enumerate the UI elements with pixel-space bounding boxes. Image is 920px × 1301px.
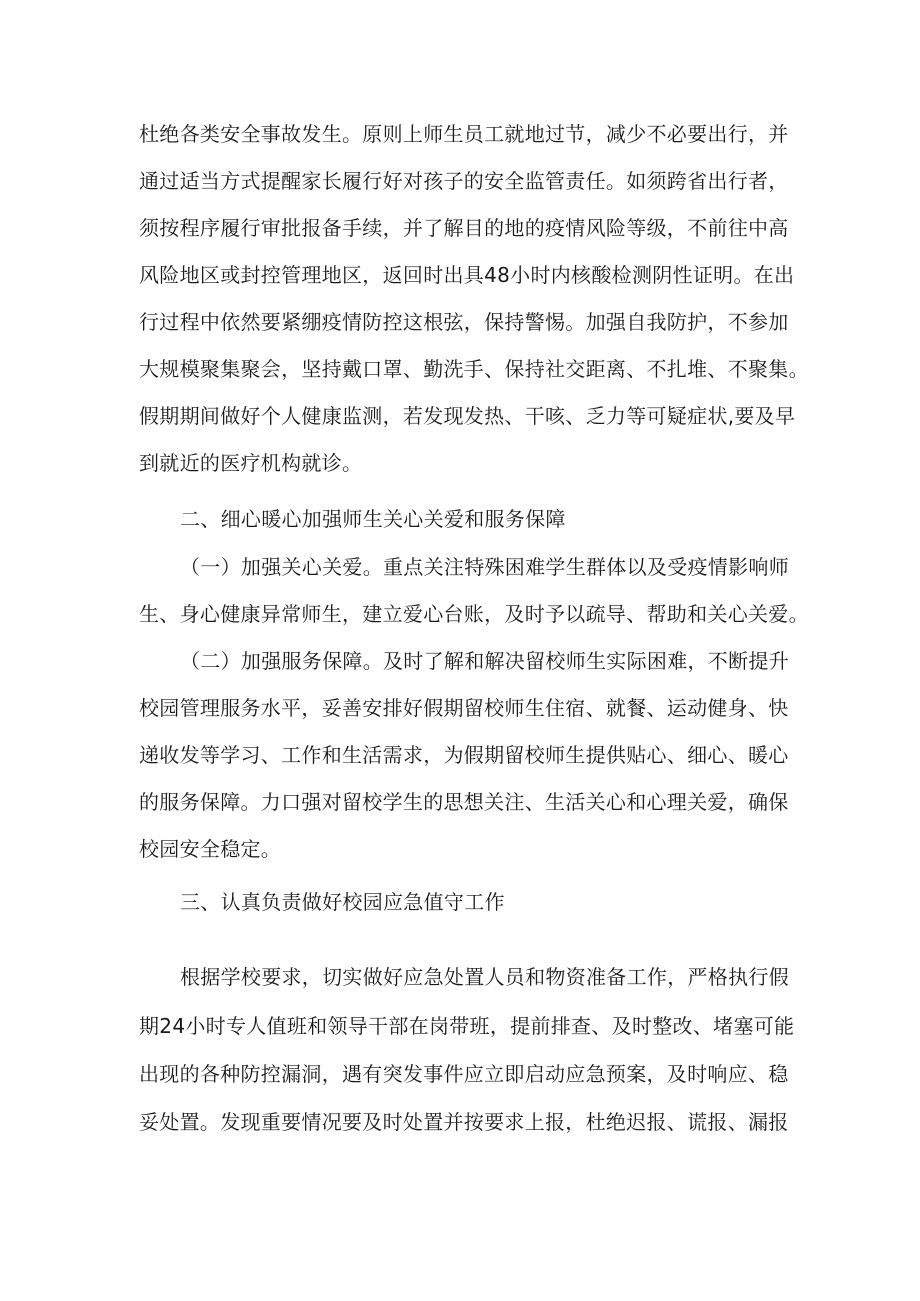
paragraph-line: 根据学校要求，切实做好应急处置人员和物资准备工作，严格执行假: [180, 965, 789, 989]
paragraph-line: 风险地区或封控管理地区，返回时出具48小时内核酸检测阴性证明。在出: [139, 263, 795, 287]
paragraph-line: 出现的各种防控漏洞，遇有突发事件应立即启动应急预案，及时响应、稳: [139, 1062, 789, 1086]
paragraph-line: 大规模聚集聚会，坚持戴口罩、勤洗手、保持社交距离、不扎堆、不聚集。: [139, 357, 809, 381]
paragraph-line: 假期期间做好个人健康监测，若发现发热、干咳、乏力等可疑症状,要及早: [139, 404, 796, 428]
paragraph-line: 校园管理服务水平，妥善安排好假期留校师生住宿、就餐、运动健身、快: [139, 696, 789, 720]
paragraph-line: 校园安全稳定。: [139, 837, 282, 861]
paragraph-line: （二）加强服务保障。及时了解和解决留校师生实际困难，不断提升: [180, 649, 789, 673]
section-heading-3: 三、认真负责做好校园应急值守工作: [180, 890, 505, 914]
paragraph-line: 生、身心健康异常师生，建立爱心台账，及时予以疏导、帮助和关心关爱。: [139, 602, 809, 626]
paragraph-line: （一）加强关心关爱。重点关注特殊困难学生群体以及受疫情影响师: [180, 555, 789, 579]
paragraph-line: 妥处置。发现重要情况要及时处置并按要求上报，杜绝迟报、谎报、漏报: [139, 1110, 789, 1134]
paragraph-line: 杜绝各类安全事故发生。原则上师生员工就地过节，减少不必要出行，并: [139, 122, 789, 146]
paragraph-line: 递收发等学习、工作和生活需求，为假期留校师生提供贴心、细心、暖心: [139, 743, 789, 767]
paragraph-line: 到就近的医疗机构就诊。: [139, 451, 363, 475]
paragraph-line: 通过适当方式提醒家长履行好对孩子的安全监管责任。如须跨省出行者，: [139, 169, 789, 193]
paragraph-line: 须按程序履行审批报备手续，并了解目的地的疫情风险等级，不前往中高: [139, 216, 789, 240]
paragraph-line: 行过程中依然要紧绷疫情防控这根弦，保持警惕。加强自我防护，不参加: [139, 310, 789, 334]
section-heading-2: 二、细心暖心加强师生关心关爱和服务保障: [180, 507, 566, 531]
paragraph-line: 期24小时专人值班和领导干部在岗带班，提前排查、及时整改、堵塞可能: [139, 1014, 795, 1038]
paragraph-line: 的服务保障。力口强对留校学生的思想关注、生活关心和心理关爱，确保: [139, 790, 789, 814]
